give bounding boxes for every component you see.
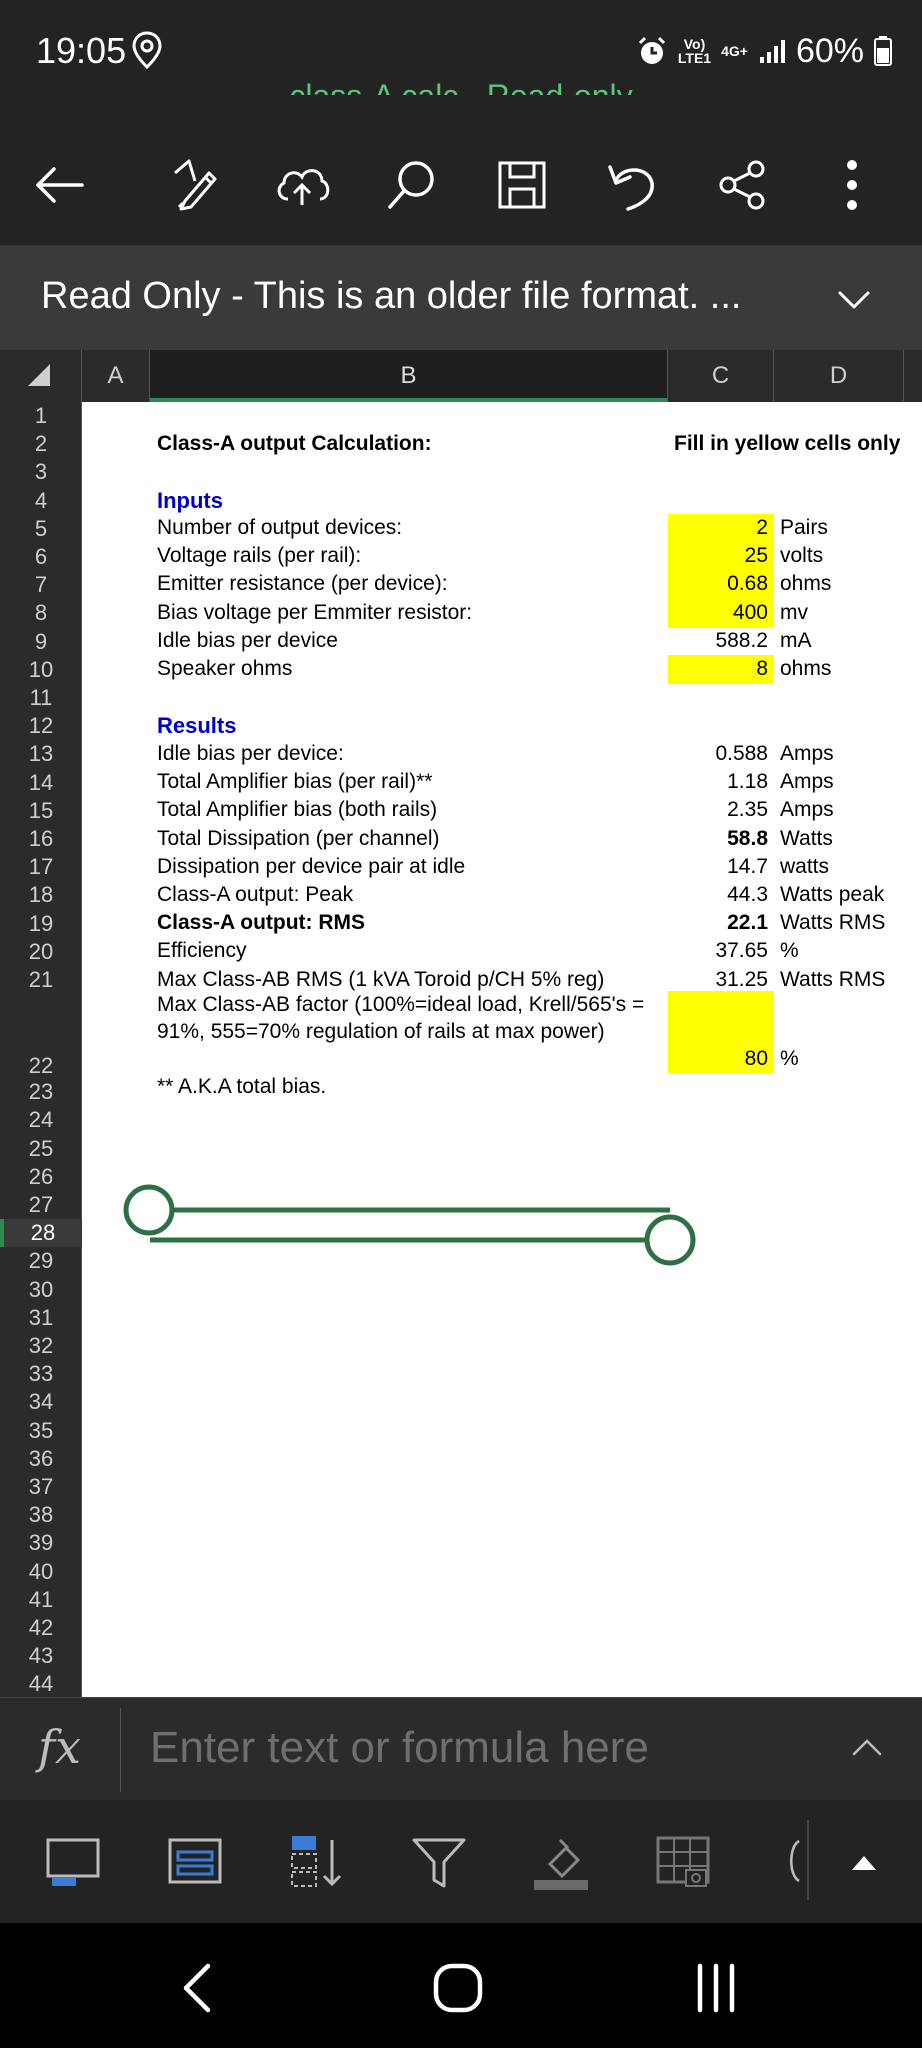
battery-percent: 60% — [795, 31, 864, 70]
result-unit[interactable]: Watts RMS — [780, 911, 886, 935]
row-header-7[interactable]: 7 — [34, 572, 48, 598]
result-unit[interactable]: Watts peak — [780, 883, 885, 906]
result-label[interactable]: Total Amplifier bias (per rail)** — [157, 770, 433, 794]
result-label[interactable]: Max Class-AB RMS (1 kVA Toroid p/CH 5% reg) — [157, 967, 605, 991]
sheet-heading[interactable]: Class-A output Calculation: — [157, 432, 432, 455]
selection-handles[interactable] — [82, 402, 922, 1697]
save-icon[interactable] — [490, 153, 554, 217]
result-value[interactable]: 0.588 — [715, 742, 768, 765]
more-tools-icon[interactable] — [780, 1830, 806, 1892]
select-all-icon — [0, 350, 82, 402]
location-icon — [130, 30, 164, 70]
input-unit[interactable]: mv — [780, 600, 808, 624]
pen-icon[interactable] — [165, 153, 229, 217]
result-value[interactable]: 14.7 — [727, 854, 768, 878]
row-header-37[interactable]: 37 — [28, 1474, 54, 1499]
row-header-44[interactable]: 44 — [28, 1671, 54, 1697]
column-header — [0, 350, 922, 402]
result-value[interactable]: 44.3 — [727, 883, 768, 906]
row-header-39[interactable]: 39 — [28, 1530, 54, 1556]
layout-icon[interactable] — [164, 1830, 226, 1892]
result-label[interactable]: Class-A output: RMS — [157, 911, 366, 935]
result-value[interactable]: 2.35 — [727, 798, 768, 822]
status-icons — [636, 30, 892, 72]
table-icon[interactable] — [652, 1830, 714, 1892]
row-header-22[interactable]: 22 — [28, 1053, 54, 1079]
result-unit[interactable]: Watts — [780, 826, 833, 850]
factor-label[interactable]: Max Class-AB factor (100%=ideal load, Krell/565's = 91%, 555=70% regulation of rails at max power) — [157, 993, 645, 1043]
input-label[interactable]: Voltage rails (per rail): — [157, 544, 362, 568]
row-header-11[interactable]: 11 — [29, 685, 53, 710]
chevron-down-icon[interactable] — [836, 281, 872, 317]
input-unit[interactable]: Pairs — [780, 516, 828, 539]
row-header-6[interactable]: 6 — [34, 544, 48, 569]
row-header-25[interactable]: 25 — [28, 1135, 54, 1161]
search-icon[interactable] — [380, 153, 444, 217]
sort-icon[interactable] — [286, 1830, 348, 1892]
result-value[interactable]: 31.25 — [715, 967, 768, 991]
row-header-41[interactable]: 41 — [28, 1586, 54, 1612]
selection-handle-end — [647, 1217, 693, 1263]
result-value[interactable]: 58.8 — [727, 826, 768, 850]
row-header-8[interactable]: 8 — [34, 600, 48, 626]
network-volte: Vo) LTE1 — [677, 36, 712, 66]
result-unit[interactable]: % — [780, 939, 799, 963]
signal-icon — [758, 37, 786, 65]
input-label[interactable]: Bias voltage per Emmiter resistor: — [157, 600, 473, 624]
row-header-30[interactable]: 30 — [28, 1276, 54, 1302]
result-unit[interactable]: Amps — [780, 770, 834, 794]
row-header-38[interactable]: 38 — [28, 1502, 54, 1528]
sheet-view-icon[interactable] — [42, 1830, 104, 1892]
input-unit[interactable]: ohms — [780, 657, 832, 680]
input-value[interactable]: 8 — [756, 657, 768, 680]
column-header-a[interactable]: A — [82, 350, 150, 402]
row-header-5[interactable]: 5 — [34, 515, 48, 541]
banner-text: Read Only - This is an older file format. ... — [41, 275, 742, 317]
result-label[interactable]: Class-A output: Peak — [157, 883, 354, 906]
battery-icon — [874, 36, 892, 66]
sheet-note[interactable]: Fill in yellow cells only — [674, 432, 901, 455]
row-header-2[interactable]: 2 — [34, 431, 48, 457]
formula-divider — [120, 1708, 121, 1792]
row-header-27[interactable]: 27 — [28, 1192, 54, 1217]
input-label[interactable]: Number of output devices: — [157, 516, 403, 539]
row-header-18[interactable]: 18 — [28, 882, 54, 908]
alarm-icon — [636, 35, 668, 67]
row-header-20[interactable]: 20 — [28, 938, 54, 964]
formula-bar — [0, 1697, 922, 1800]
read-only-banner[interactable] — [0, 245, 922, 350]
input-value[interactable]: 588.2 — [715, 628, 768, 652]
column-header-c[interactable]: C — [668, 350, 774, 402]
column-header-b[interactable]: B — [150, 350, 668, 402]
input-value[interactable]: 0.68 — [727, 572, 768, 596]
row-header-34[interactable]: 34 — [28, 1389, 54, 1415]
row-header-28[interactable]: 28 — [0, 1219, 82, 1247]
footnote[interactable]: ** A.K.A total bias. — [157, 1075, 327, 1098]
share-icon[interactable] — [710, 153, 774, 217]
input-value[interactable]: 400 — [732, 600, 768, 624]
row-header — [0, 402, 82, 1697]
input-value[interactable]: 25 — [744, 544, 768, 568]
fill-color-icon[interactable] — [530, 1830, 592, 1892]
result-value[interactable]: 1.18 — [727, 770, 768, 794]
input-label[interactable]: Idle bias per device — [157, 628, 338, 652]
status-time: 19:05 — [36, 30, 127, 71]
row-header-10[interactable]: 10 — [28, 656, 54, 682]
spreadsheet-grid[interactable] — [82, 402, 922, 1697]
row-header-13[interactable]: 13 — [28, 741, 54, 767]
network-gen: 4G+ — [721, 43, 748, 59]
row-header-21[interactable]: 21 — [28, 967, 54, 992]
more-icon[interactable] — [820, 153, 884, 217]
select-all-corner[interactable] — [0, 350, 82, 402]
row-header-24[interactable]: 24 — [28, 1107, 54, 1133]
results-title[interactable]: Results — [157, 713, 237, 738]
row-header-32[interactable]: 32 — [28, 1333, 54, 1358]
back-arrow-icon[interactable] — [28, 153, 92, 217]
row-header-42[interactable]: 42 — [28, 1615, 54, 1640]
result-unit[interactable]: Amps — [780, 798, 834, 822]
ribbon-divider — [807, 1820, 809, 1900]
row-header-3[interactable]: 3 — [34, 459, 48, 485]
row-header-23[interactable]: 23 — [28, 1079, 54, 1105]
result-label[interactable]: Total Dissipation (per channel) — [157, 826, 440, 850]
row-header-43[interactable]: 43 — [28, 1643, 54, 1669]
filter-icon[interactable] — [408, 1830, 470, 1892]
result-unit[interactable]: Amps — [780, 742, 834, 765]
input-value[interactable]: 2 — [756, 516, 768, 539]
input-label[interactable]: Speaker ohms — [157, 657, 293, 680]
row-header-19[interactable]: 19 — [28, 910, 54, 936]
toolbar — [0, 95, 922, 245]
input-label[interactable]: Emitter resistance (per device): — [157, 572, 448, 596]
row-header-29[interactable]: 29 — [28, 1248, 54, 1274]
nav-home-icon[interactable] — [428, 1958, 488, 2018]
navigation-bar — [0, 1923, 922, 2048]
input-unit[interactable]: mA — [780, 628, 812, 652]
chevron-up-icon[interactable] — [850, 1730, 884, 1764]
inputs-title[interactable]: Inputs — [157, 488, 223, 513]
undo-icon[interactable] — [600, 153, 664, 217]
nav-recents-icon[interactable] — [686, 1958, 746, 2018]
result-label[interactable]: Dissipation per device pair at idle — [157, 854, 466, 878]
result-label[interactable]: Total Amplifier bias (both rails) — [157, 798, 438, 822]
nav-back-icon[interactable] — [170, 1958, 230, 2018]
row-header-16[interactable]: 16 — [28, 826, 54, 851]
result-label[interactable]: Idle bias per device: — [157, 742, 344, 765]
row-header-12[interactable]: 12 — [28, 713, 54, 739]
row-header-9[interactable]: 9 — [34, 628, 48, 654]
row-header-35[interactable]: 35 — [28, 1417, 54, 1443]
factor-unit[interactable]: % — [780, 1047, 799, 1070]
formula-input[interactable] — [150, 1718, 790, 1778]
row-header-26[interactable]: 26 — [28, 1163, 54, 1189]
bottom-ribbon — [0, 1800, 922, 1923]
row-header-1[interactable]: 1 — [34, 403, 48, 428]
triangle-up-icon[interactable] — [850, 1850, 878, 1874]
input-unit[interactable]: ohms — [780, 572, 832, 596]
result-value[interactable]: 37.65 — [715, 939, 768, 963]
fx-icon[interactable]: fx — [38, 1720, 81, 1774]
row-header-14[interactable]: 14 — [28, 769, 54, 795]
result-unit[interactable]: watts — [780, 854, 830, 878]
column-header-d[interactable]: D — [774, 350, 904, 402]
input-unit[interactable]: volts — [780, 544, 824, 568]
result-unit[interactable]: Watts RMS — [780, 967, 886, 991]
row-header-33[interactable]: 33 — [28, 1361, 54, 1387]
result-label[interactable]: Efficiency — [157, 939, 247, 963]
factor-value[interactable]: 80 — [744, 1047, 768, 1070]
row-header-15[interactable]: 15 — [28, 797, 54, 823]
result-value[interactable]: 22.1 — [727, 911, 768, 935]
row-header-4[interactable]: 4 — [34, 487, 48, 513]
row-header-40[interactable]: 40 — [28, 1558, 54, 1584]
selection-handle-start — [126, 1187, 172, 1233]
row-header-36[interactable]: 36 — [28, 1445, 54, 1471]
row-header-17[interactable]: 17 — [28, 854, 54, 880]
cloud-upload-icon[interactable] — [270, 153, 334, 217]
row-header-31[interactable]: 31 — [28, 1304, 54, 1330]
